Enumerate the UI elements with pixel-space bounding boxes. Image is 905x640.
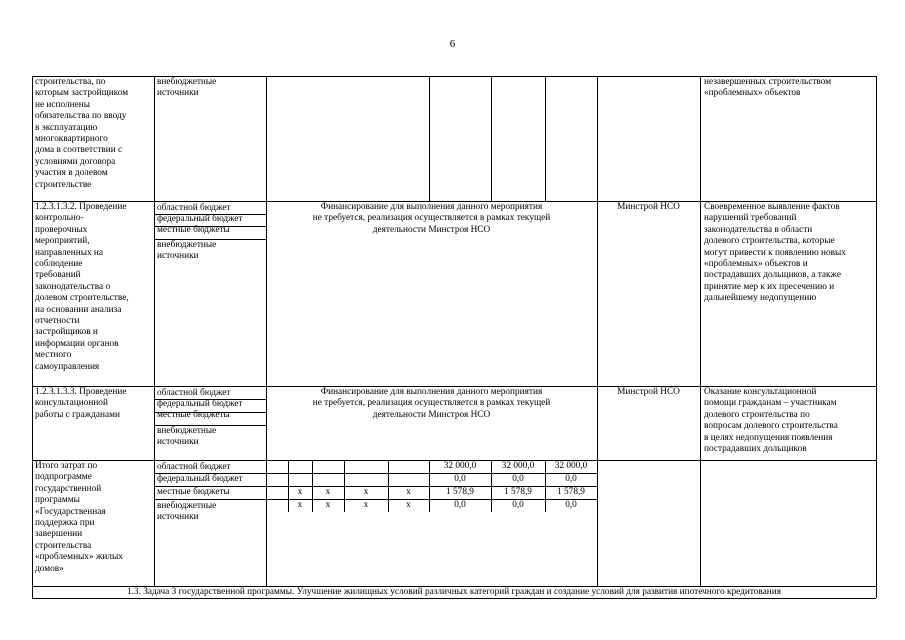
expected-result: могут привести к появлению новых xyxy=(704,247,846,258)
funding-source: внебюджетные xyxy=(157,501,217,511)
amount-cell: х xyxy=(297,500,303,510)
financing-note: деятельности Минстроя НСО xyxy=(372,224,491,235)
funding-source: местные бюджеты xyxy=(157,486,230,497)
table-border-h xyxy=(154,214,266,215)
expected-result: долевого строительства по xyxy=(704,409,810,420)
table-border-v xyxy=(876,76,877,598)
activity-description: многоквартирного xyxy=(35,134,108,144)
activity-description: самоуправления xyxy=(35,361,100,372)
amount-cell: х xyxy=(406,487,411,497)
table-border-v xyxy=(491,76,492,201)
table-border-h xyxy=(32,386,876,387)
amount-cell: 0,0 xyxy=(565,500,577,510)
activity-description: домов» xyxy=(35,563,64,574)
activity-description: мероприятий, xyxy=(35,236,90,247)
amount-cell: х xyxy=(325,487,331,497)
expected-result: пострадавших дольщиков xyxy=(704,444,807,454)
amount-cell: 1 578,9 xyxy=(504,487,532,497)
expected-result: принятие мер к их пресечению и xyxy=(704,281,835,292)
activity-description: государственной xyxy=(35,483,102,494)
table-border-v xyxy=(491,460,492,512)
page-number: 6 xyxy=(449,38,456,50)
table-border-h xyxy=(32,586,876,587)
funding-source: источники xyxy=(157,88,199,99)
activity-description: на основании анализа xyxy=(35,304,122,315)
amount-cell: 0,0 xyxy=(454,500,466,510)
activity-description: «проблемных» жилых xyxy=(35,552,123,563)
table-border-h xyxy=(154,412,266,413)
amount-cell: 0,0 xyxy=(512,474,524,484)
amount-cell: х xyxy=(363,500,369,510)
expected-result: вопросам долевого строительства xyxy=(704,421,838,432)
financing-note: не требуется, реализация осуществляется в рамках текущей xyxy=(312,213,551,224)
table-border-h xyxy=(32,76,876,77)
financing-note: не требуется, реализация осуществляется в рамках текущей xyxy=(312,398,551,409)
activity-description: местного xyxy=(35,350,72,361)
financing-note: деятельности Минстроя НСО xyxy=(372,409,491,420)
table-border-v xyxy=(388,460,389,512)
expected-result: «проблемных» объектов xyxy=(704,88,801,99)
funding-source: внебюджетные xyxy=(157,240,217,250)
activity-description: законодательства о xyxy=(35,281,111,292)
amount-cell: 0,0 xyxy=(512,500,524,510)
table-border-h xyxy=(154,486,597,487)
section-heading: 1.3. Задача 3 государственной программы. Улучшение жилищных условий различных категорий граждан и создание условий для развития ипотечного кредитования xyxy=(126,587,782,597)
activity-description: программы xyxy=(35,495,80,506)
financing-note: Финансирование для выполнения данного мероприятия xyxy=(320,387,543,397)
activity-description: подпрограмме xyxy=(35,472,92,483)
amount-cell: х xyxy=(297,487,303,497)
table-border-v xyxy=(429,76,430,201)
amount-cell: 1 578,9 xyxy=(446,487,474,497)
table-border-v xyxy=(154,76,155,586)
funding-source: областной бюджет xyxy=(157,387,231,398)
table-border-v xyxy=(429,460,430,512)
amount-cell: х xyxy=(325,500,331,510)
table-border-h xyxy=(154,425,266,426)
activity-description: завершении xyxy=(35,529,83,540)
expected-result: долевого строительства, которые xyxy=(704,236,835,247)
funding-source: источники xyxy=(157,437,199,448)
funding-source: местные бюджеты xyxy=(157,410,230,421)
executor: Минстрой НСО xyxy=(617,202,680,212)
table-border-v xyxy=(597,76,598,586)
amount-cell: 0,0 xyxy=(565,474,577,484)
activity-description: Итого затрат по xyxy=(35,461,98,471)
table-border-h xyxy=(32,460,876,461)
activity-description: участия в долевом xyxy=(35,168,108,179)
funding-source: федеральный бюджет xyxy=(157,398,243,409)
table-border-h xyxy=(154,226,266,227)
table-border-h xyxy=(32,598,876,599)
activity-description: проверочных xyxy=(35,224,88,235)
funding-source: местные бюджеты xyxy=(157,225,230,236)
table-border-v xyxy=(700,76,701,586)
activity-description: требований xyxy=(35,270,81,281)
activity-description: 1.2.3.1.3.3. Проведение xyxy=(35,387,127,397)
expected-result: «проблемных» объектов и xyxy=(704,259,808,269)
expected-result: Своевременное выявление фактов xyxy=(704,202,840,212)
amount-cell: х xyxy=(406,500,411,510)
amount-cell: 0,0 xyxy=(454,474,466,484)
table-border-v xyxy=(266,76,267,586)
activity-description: не исполнены xyxy=(35,99,90,110)
activity-description: информации органов xyxy=(35,338,119,349)
activity-description: поддержка при xyxy=(35,518,95,528)
table-border-v xyxy=(32,76,33,598)
funding-source: источники xyxy=(157,512,199,523)
expected-result: в целях недопущения появления xyxy=(704,432,833,443)
expected-result: пострадавших дольщиков, а также xyxy=(704,270,841,281)
table-border-h xyxy=(154,239,266,240)
funding-source: источники xyxy=(157,251,199,262)
funding-source: внебюджетные xyxy=(157,77,217,87)
table-border-h xyxy=(154,473,597,474)
expected-result: законодательства в области xyxy=(704,224,813,235)
activity-description: обязательства по вводу xyxy=(35,111,127,122)
activity-description: строительства, по xyxy=(35,77,106,87)
activity-description: соблюдение xyxy=(35,259,83,269)
activity-description: консультационной xyxy=(35,398,108,409)
table-border-h xyxy=(32,201,876,202)
expected-result: Оказание консультационной xyxy=(704,387,817,397)
executor: Минстрой НСО xyxy=(617,387,680,397)
table-border-v xyxy=(344,460,345,512)
activity-description: долевом строительстве, xyxy=(35,293,129,304)
funding-source: областной бюджет xyxy=(157,461,231,472)
table-border-h xyxy=(154,499,597,500)
amount-cell: 32 000,0 xyxy=(443,461,477,471)
expected-result: незавершенных строительством xyxy=(704,77,832,87)
funding-source: внебюджетные xyxy=(157,426,217,436)
activity-description: которым застройщиком xyxy=(35,88,129,99)
table-border-v xyxy=(545,460,546,512)
financing-note: Финансирование для выполнения данного мероприятия xyxy=(320,202,543,212)
activity-description: строительстве xyxy=(35,179,92,190)
activity-description: в эксплуатацию xyxy=(35,122,98,133)
activity-description: условиями договора xyxy=(35,156,116,167)
table-border-v xyxy=(312,460,313,512)
expected-result: нарушений требований xyxy=(704,213,797,224)
activity-description: «Государственная xyxy=(35,506,106,517)
funding-source: федеральный бюджет xyxy=(157,213,243,224)
activity-description: дома в соответствии с xyxy=(35,145,123,156)
table-border-v xyxy=(288,460,289,512)
funding-source: федеральный бюджет xyxy=(157,474,243,485)
expected-result: помощи гражданам – участникам xyxy=(704,398,837,409)
amount-cell: х xyxy=(363,487,369,497)
activity-description: направленных на xyxy=(35,247,104,258)
table-border-v xyxy=(545,76,546,201)
expected-result: дальнейшему недопущению xyxy=(704,293,817,304)
amount-cell: 32 000,0 xyxy=(501,461,535,471)
activity-description: отчетности xyxy=(35,316,80,326)
table-border-h xyxy=(154,399,266,400)
activity-description: 1.2.3.1.3.2. Проведение xyxy=(35,202,127,212)
activity-description: строительства xyxy=(35,540,92,551)
amount-cell: 32 000,0 xyxy=(554,461,588,471)
activity-description: контрольно- xyxy=(35,213,84,224)
activity-description: работы с гражданами xyxy=(35,409,120,420)
funding-source: областной бюджет xyxy=(157,202,231,213)
activity-description: застройщиков и xyxy=(35,327,98,338)
amount-cell: 1 578,9 xyxy=(557,487,585,497)
